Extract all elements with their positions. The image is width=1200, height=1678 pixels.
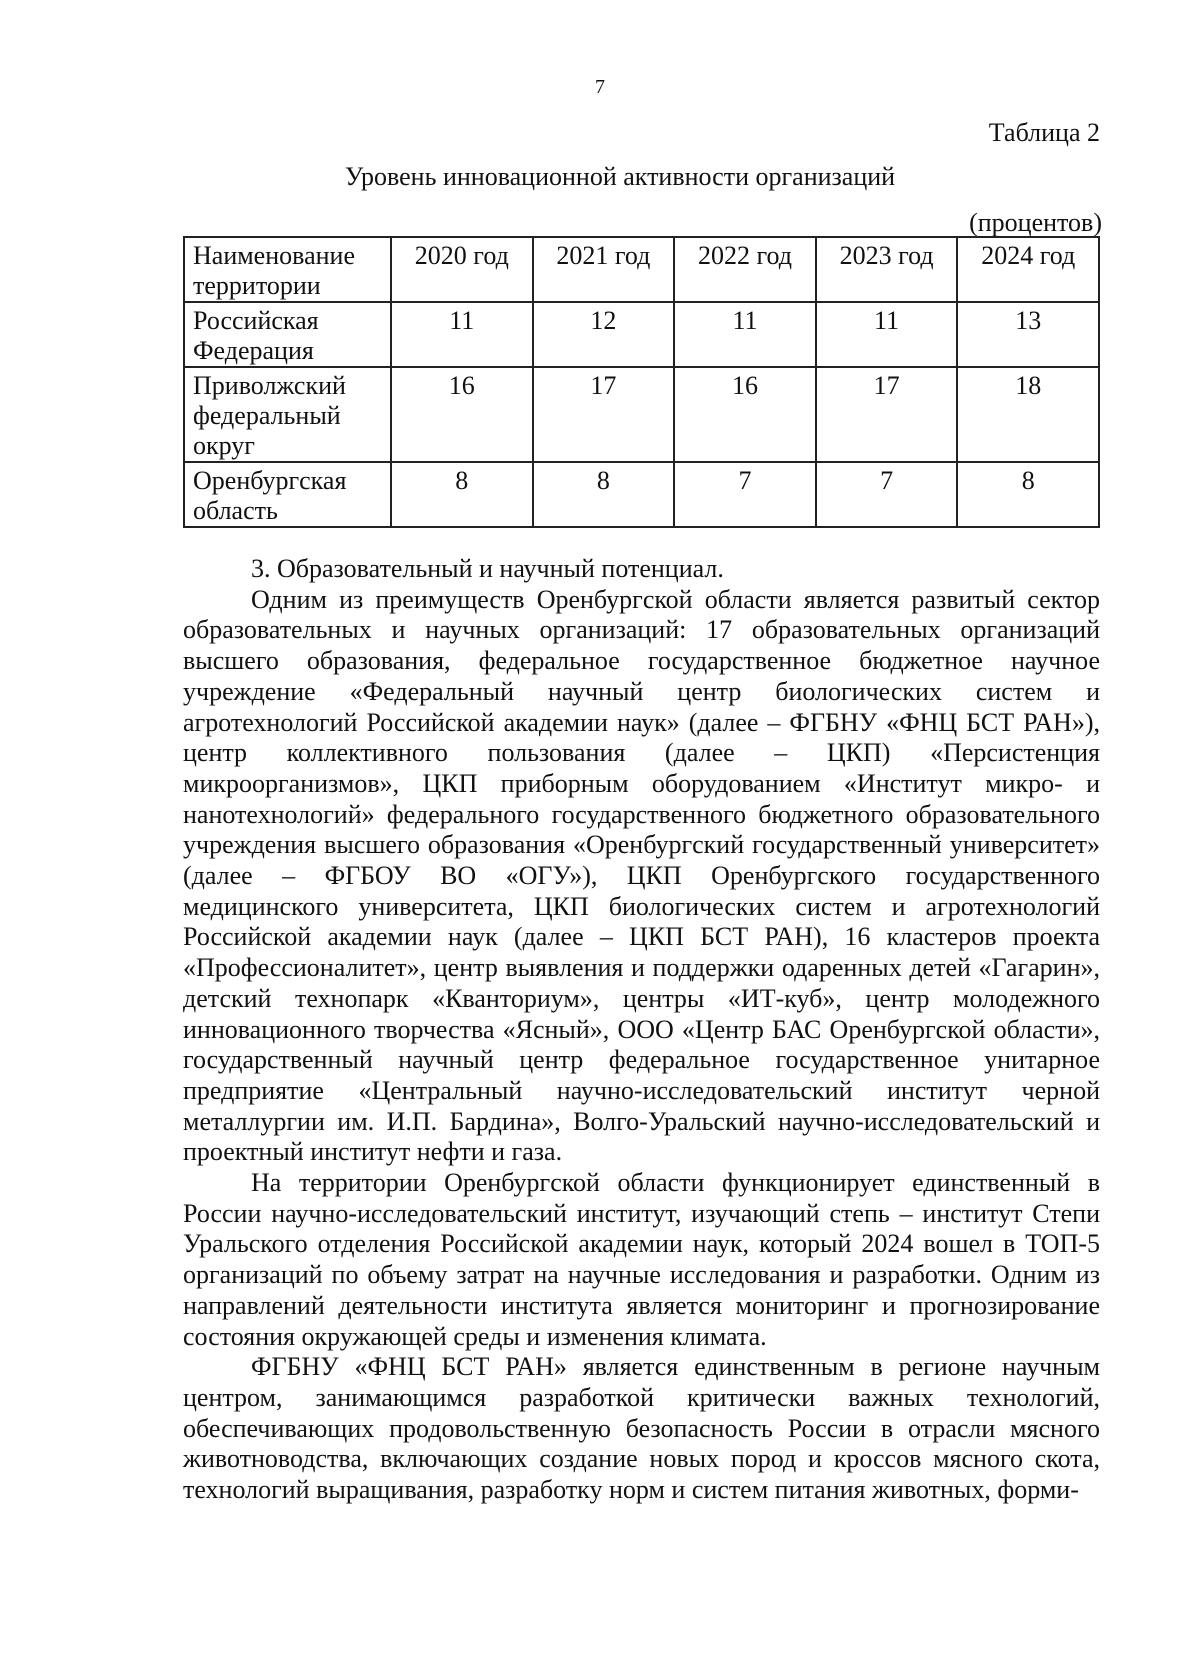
column-header-2023: 2023 год xyxy=(816,237,958,302)
value-cell: 11 xyxy=(816,302,958,367)
paragraph: ФГБНУ «ФНЦ БСТ РАН» является единственным в регионе научным центром, занимающимся разработкой критически важных технологий, обеспечивающих продовольственную безопасность России в отрасли мясного животноводства, включающих создание новых пород и кроссов мясного скота, технологий выращивания, разработку норм и систем питания животных, форми- xyxy=(183,1352,1100,1505)
value-cell: 18 xyxy=(957,367,1099,462)
table-units: (процентов) xyxy=(969,208,1102,237)
table-row xyxy=(184,302,1099,367)
value-cell: 17 xyxy=(533,367,675,462)
region-name: Приволжский федеральный округ xyxy=(184,367,391,462)
column-header-region: Наименование территории xyxy=(184,237,391,302)
table-title: Уровень инновационной активности организаций xyxy=(344,162,896,191)
column-header-2020: 2020 год xyxy=(391,237,533,302)
region-name: Оренбургская область xyxy=(184,462,391,527)
table-row xyxy=(184,462,1099,527)
table-header-row xyxy=(184,237,1099,302)
column-header-2021: 2021 год xyxy=(533,237,675,302)
column-header-2024: 2024 год xyxy=(957,237,1099,302)
paragraph: Одним из преимуществ Оренбургской области является развитый сектор образовательных и научных организаций: 17 образовательных организаций высшего образования, федеральное государственное бюджетное научное учреждение «Федеральный научный центр биологических систем и агротехнологий Российской академии наук» (далее – ФГБНУ «ФНЦ БСТ РАН»), центр коллективного пользования (далее – ЦКП) «Персистенция микроорганизмов», ЦКП приборным оборудованием «Институт микро- и нанотехнологий» федерального государственного бюджетного образовательного учреждения высшего образования «Оренбургский государственный университет» (далее – ФГБОУ ВО «ОГУ»), ЦКП Оренбургского государственного медицинского университета, ЦКП биологических систем и агротехнологий Российской академии наук (далее – ЦКП БСТ РАН), 16 кластеров проекта «Профессионалитет», центр выявления и поддержки одаренных детей «Гагарин», детский технопарк «Кванториум», центры «ИТ-куб», центр молодежного инновационного творчества «Ясный», ООО «Центр БАС Оренбургской области», государственный научный центр федеральное государственное унитарное предприятие «Центральный научно-исследовательский институт черной металлургии им. И.П. Бардина», Волго-Уральский научно-исследовательский и проектный институт нефти и газа. xyxy=(183,584,1100,1167)
innovation-activity-table xyxy=(183,236,1100,528)
value-cell: 12 xyxy=(533,302,675,367)
value-cell: 8 xyxy=(533,462,675,527)
value-cell: 7 xyxy=(816,462,958,527)
value-cell: 11 xyxy=(391,302,533,367)
value-cell: 7 xyxy=(674,462,816,527)
body-text xyxy=(183,554,1100,1506)
paragraph: На территории Оренбургской области функционирует единственный в России научно-исследовательский институт, изучающий степь – институт Степи Уральского отделения Российской академии наук, который 2024 вошел в ТОП-5 организаций по объему затрат на научные исследования и разработки. Одним из направлений деятельности института является мониторинг и прогнозирование состояния окружающей среды и изменения климата. xyxy=(183,1168,1100,1351)
column-header-2022: 2022 год xyxy=(674,237,816,302)
value-cell: 13 xyxy=(957,302,1099,367)
value-cell: 8 xyxy=(957,462,1099,527)
region-name: Российская Федерация xyxy=(184,302,391,367)
table-row xyxy=(184,367,1099,462)
value-cell: 16 xyxy=(674,367,816,462)
section-heading: 3. Образовательный и научный потенциал. xyxy=(251,554,724,583)
value-cell: 11 xyxy=(674,302,816,367)
value-cell: 17 xyxy=(816,367,958,462)
value-cell: 16 xyxy=(391,367,533,462)
page-number: 7 xyxy=(595,76,605,98)
value-cell: 8 xyxy=(391,462,533,527)
table-label: Таблица 2 xyxy=(988,118,1100,147)
